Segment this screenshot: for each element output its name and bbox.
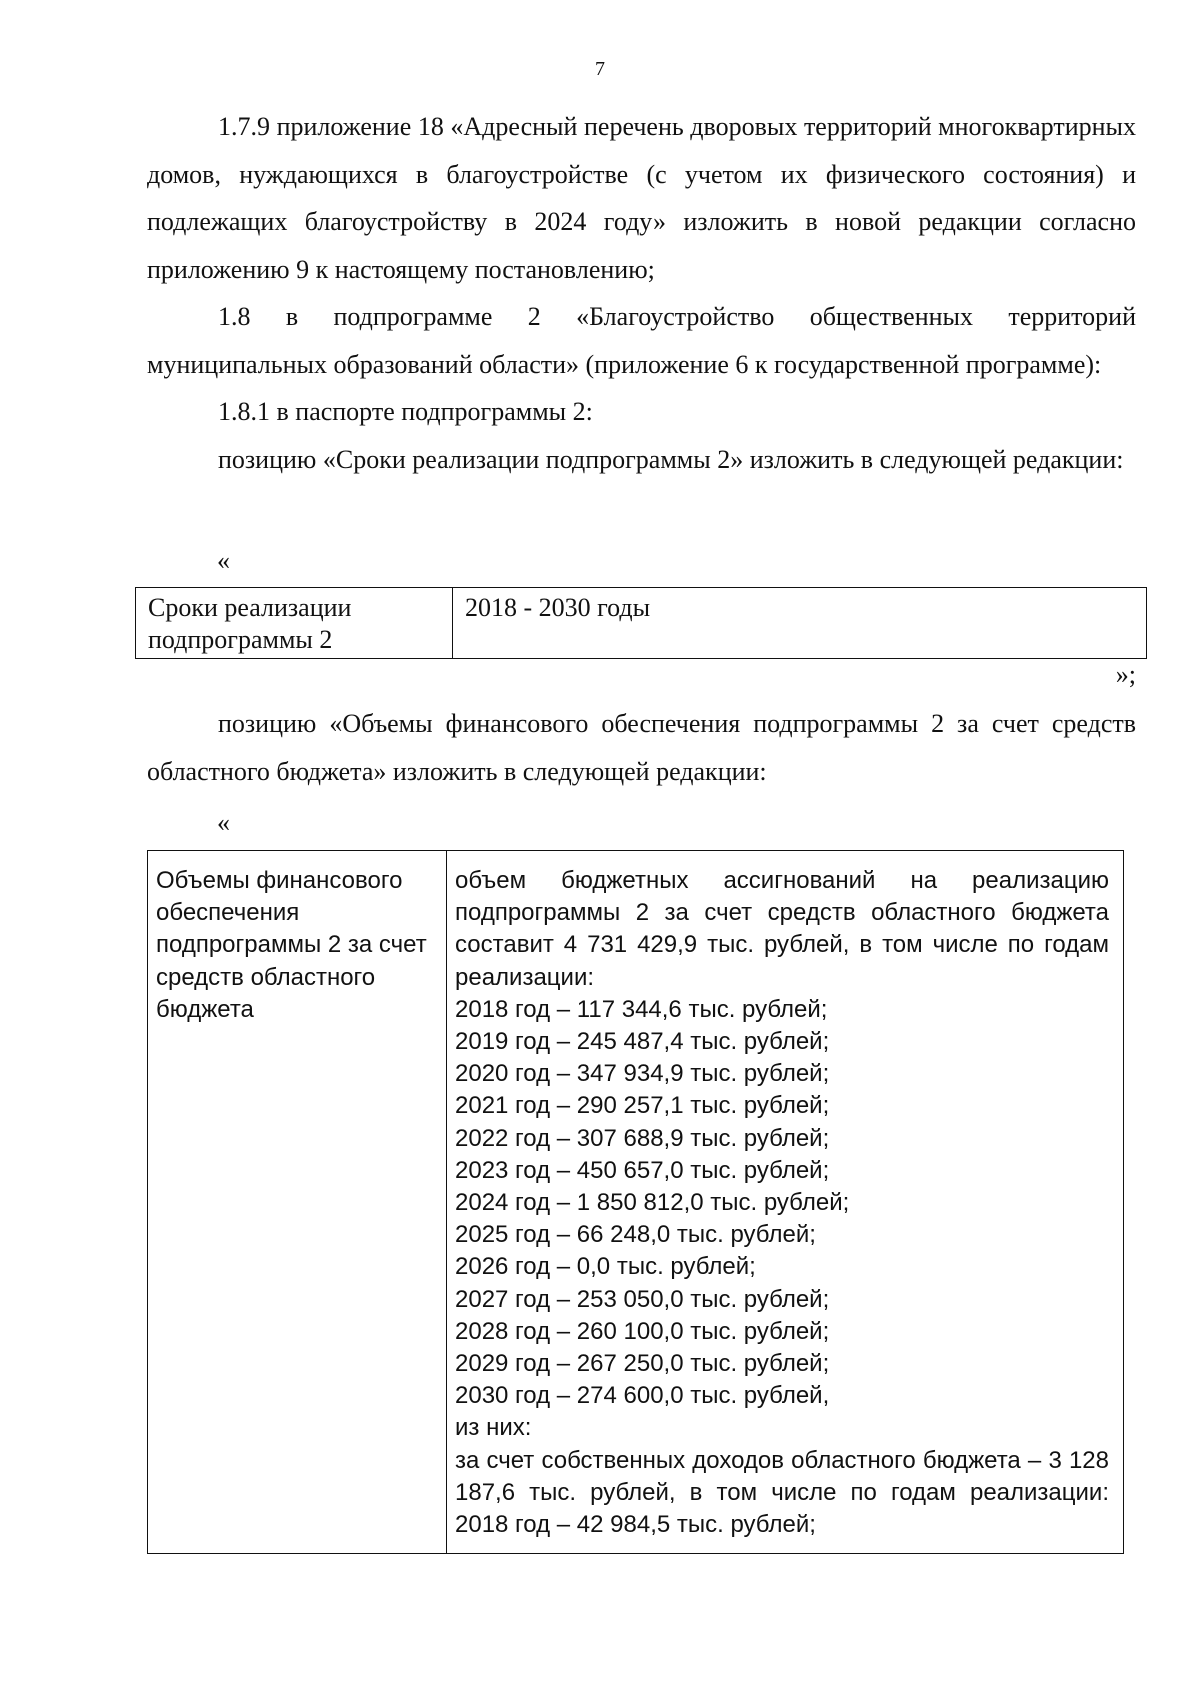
year-line: 2028 год – 260 100,0 тыс. рублей;	[455, 1317, 830, 1345]
year-line: 2020 год – 347 934,9 тыс. рублей;	[455, 1060, 830, 1088]
year-line: 2029 год – 267 250,0 тыс. рублей;	[455, 1350, 830, 1378]
table-row	[136, 588, 1147, 659]
year-line: 2019 год – 245 487,4 тыс. рублей;	[455, 1028, 830, 1056]
paragraph-1-7-9: 1.7.9 приложение 18 «Адресный перечень дворовых территорий многоквартирных домов, нуждающихся в благоустройстве (с учетом их физического состояния) и подлежащих благоустройству в 2024 году» изложить в новой редакции согласно приложению 9 к настоящему постановлению;	[147, 112, 1136, 284]
year-line: 2018 год – 117 344,6 тыс. рублей;	[455, 995, 828, 1023]
terms-label-cell: Сроки реализации подпрограммы 2	[136, 588, 453, 659]
paragraph-1-8: 1.8 в подпрограмме 2 «Благоустройство общественных территорий муниципальных образований области» (приложение 6 к государственной программе):	[147, 302, 1136, 379]
year-line: 2026 год – 0,0 тыс. рублей;	[455, 1253, 756, 1281]
year-line: 2024 год – 1 850 812,0 тыс. рублей;	[455, 1189, 850, 1217]
terms-table	[135, 587, 1147, 659]
funding-table	[147, 850, 1124, 1554]
body-text-middle	[147, 700, 1136, 795]
year-line: 2023 год – 450 657,0 тыс. рублей;	[455, 1156, 830, 1184]
page-number: 7	[595, 58, 605, 80]
opening-quote-1: «	[217, 546, 230, 575]
year-line: 2030 год – 274 600,0 тыс. рублей,	[455, 1382, 830, 1410]
year-line: 2027 год – 253 050,0 тыс. рублей;	[455, 1285, 830, 1313]
paragraph-position-terms: позицию «Сроки реализации подпрограммы 2» изложить в следующей редакции:	[218, 444, 1124, 474]
own-revenue-text: за счет собственных доходов областного бюджета – 3 128 187,6 тыс. рублей, в том числе по годам реализации:	[455, 1446, 1109, 1506]
body-text-top	[147, 103, 1136, 483]
table-row	[148, 851, 1124, 1554]
year-line: 2021 год – 290 257,1 тыс. рублей;	[455, 1092, 830, 1120]
funding-label-cell: Объемы финансового обеспечения подпрограммы 2 за счет средств областного бюджета	[148, 851, 447, 1554]
paragraph-1-8-1: 1.8.1 в паспорте подпрограммы 2:	[218, 397, 593, 426]
terms-value-cell: 2018 - 2030 годы	[453, 588, 1147, 659]
year-line: 2025 год – 66 248,0 тыс. рублей;	[455, 1221, 816, 1249]
paragraph-position-funding: позицию «Объемы финансового обеспечения подпрограммы 2 за счет средств областного бюджета» изложить в следующей редакции:	[147, 709, 1136, 786]
funding-intro: объем бюджетных ассигнований на реализацию подпрограммы 2 за счет средств областного бюджета составит 4 731 429,9 тыс. рублей, в том числе по годам реализации:	[455, 867, 1109, 991]
own-year-line: 2018 год – 42 984,5 тыс. рублей;	[455, 1511, 816, 1539]
year-line: 2022 год – 307 688,9 тыс. рублей;	[455, 1124, 830, 1152]
funding-value-cell	[447, 851, 1124, 1554]
of-which-label: из них:	[455, 1414, 532, 1442]
opening-quote-2: «	[217, 808, 230, 837]
closing-quote-1: »;	[1115, 660, 1136, 689]
